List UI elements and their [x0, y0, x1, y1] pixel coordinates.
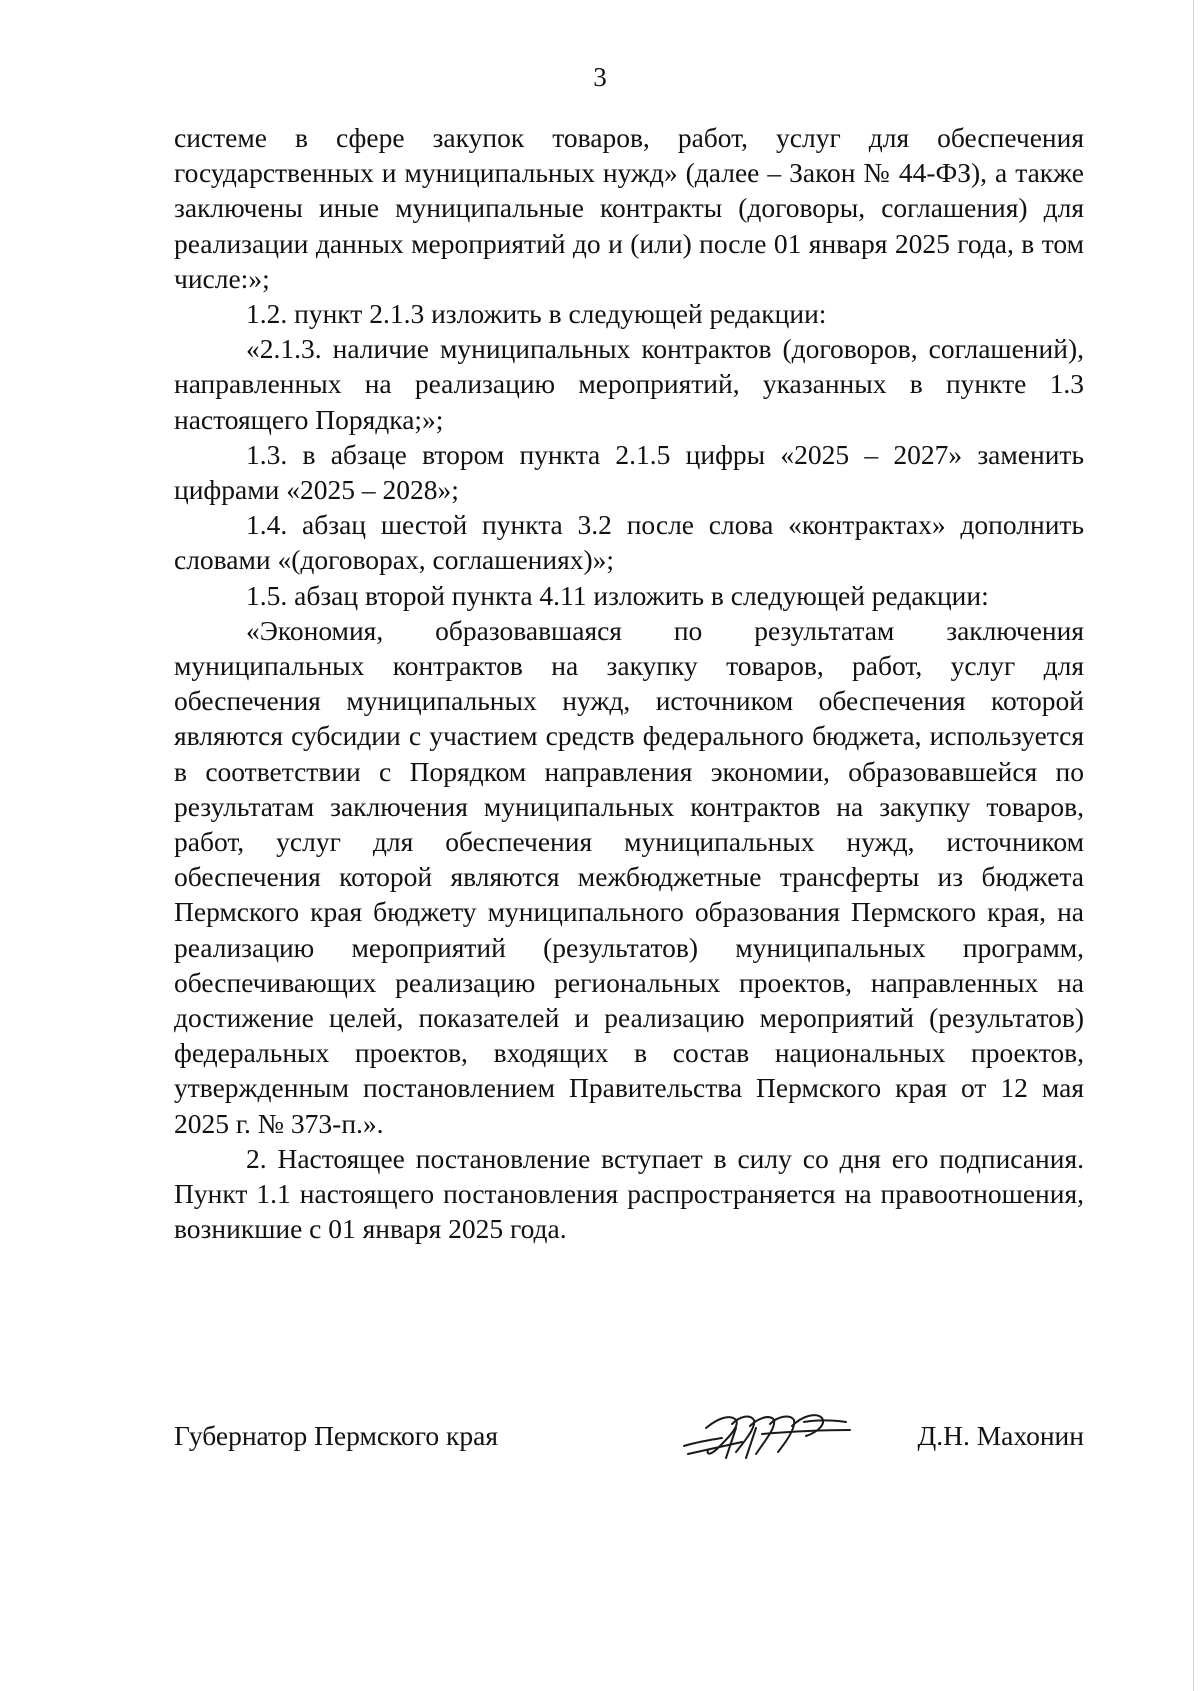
page-number: 3	[593, 62, 607, 92]
paragraph-item-2: 2. Настоящее постановление вступает в силу со дня его подписания. Пункт 1.1 настоящего постановления распространяется на правоотношения, возникшие с 01 января 2025 года.	[174, 1142, 1084, 1245]
paragraph-item-1-4: 1.4. абзац шестой пункта 3.2 после слова «контрактах» дополнить словами «(договорах, соглашениях)»;	[174, 509, 1084, 576]
signatory-name: Д.Н. Махонин	[917, 1420, 1084, 1451]
paragraph-item-1-5: 1.5. абзац второй пункта 4.11 изложить в следующей редакции:	[246, 579, 989, 611]
signatory-position: Губернатор Пермского края	[174, 1420, 498, 1451]
paragraph-continuation: системе в сфере закупок товаров, работ, услуг для обеспечения государственных и муниципальных нужд» (далее – Закон № 44-ФЗ), а также заключены иные муниципальные контракты (договоры, соглашения) для реализации данных мероприятий до и (или) после 01 января 2025 года, в том числе:»;	[174, 122, 1084, 294]
paragraph-quote-economy: «Экономия, образовавшаяся по результатам заключения муниципальных контрактов на закупку товаров, работ, услуг для обеспечения муниципальных нужд, источником обеспечения которой являются субсидии с участием средств федерального бюджета, используется в соответствии с Порядком направления экономии, образовавшейся по результатам заключения муниципальных контрактов на закупку товаров, работ, услуг для обеспечения муниципальных нужд, источником обеспечения которой являются межбюджетные трансферты из бюджета Пермского края бюджету муниципального образования Пермского края, на реализацию мероприятий (результатов) муниципальных программ, обеспечивающих реализацию региональных проектов, направленных на достижение целей, показателей и реализацию мероприятий (результатов) федеральных проектов, входящих в состав национальных проектов, утвержденным постановлением Правительства Пермского края от 12 мая 2025 г. № 373-п.».	[174, 614, 1084, 1139]
paragraph-item-1-3: 1.3. в абзаце втором пункта 2.1.5 цифры «2025 – 2027» заменить цифрами «2025 – 2028»;	[174, 438, 1084, 506]
paragraph-item-1-2: 1.2. пункт 2.1.3 изложить в следующей редакции:	[246, 298, 827, 330]
handwritten-signature	[666, 1398, 856, 1468]
document-body	[174, 120, 1084, 1247]
signature-block	[174, 1406, 1084, 1476]
paragraph-quote-2-1-3: «2.1.3. наличие муниципальных контрактов (договоров, соглашений), направленных на реализацию мероприятий, указанных в пункте 1.3 настоящего Порядка;»;	[174, 333, 1084, 435]
scan-edge	[1193, 0, 1194, 1691]
